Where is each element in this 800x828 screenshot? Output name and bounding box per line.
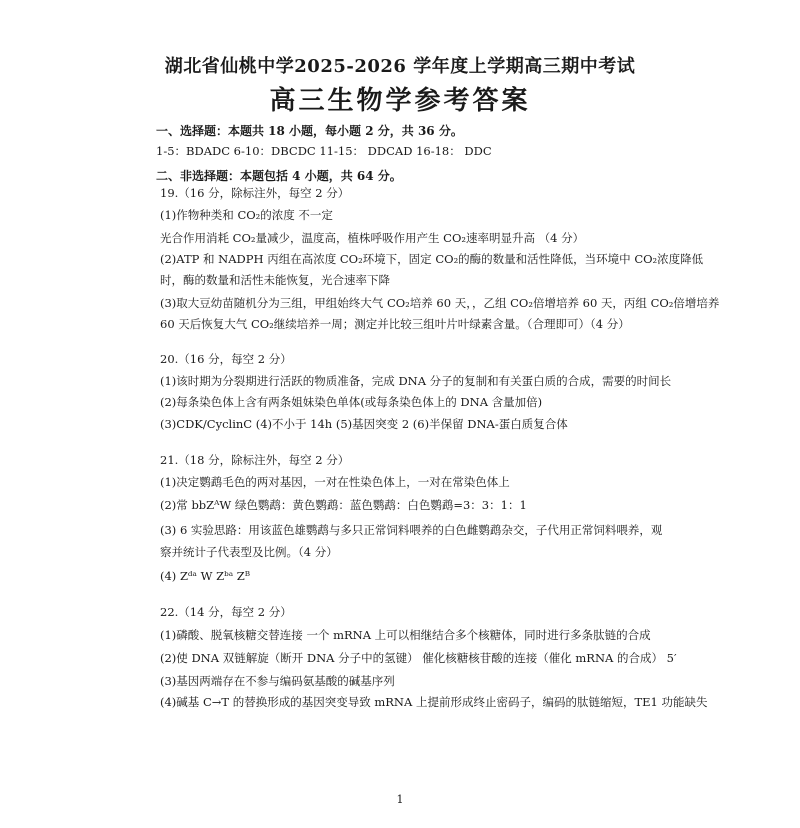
q22-answer-line: (2)使 DNA 双链解旋（断开 DNA 分子中的氢键） 催化核糖核苷酸的连接（催化 mRNA 的合成） 5′: [160, 651, 677, 665]
section-heading-choice: 一、选择题：本题共 18 小题，每小题 2 分，共 36 分。: [156, 124, 463, 138]
page-number: 1: [396, 793, 404, 806]
exam-title: 湖北省仙桃中学2025-2026 学年度上学期高三期中考试: [164, 56, 636, 77]
q21-answer-line: (1)决定鹦鹉毛色的两对基因，一对在性染色体上，一对在常染色体上: [160, 475, 510, 489]
q22-heading: 22.（14 分，每空 2 分）: [160, 605, 292, 619]
q20-answer-line: (2)每条染色体上含有两条姐妹染色单体(或每条染色体上的 DNA 含量加倍): [160, 395, 543, 409]
q22-answer-line: (4)碱基 C→T 的替换形成的基因突变导致 mRNA 上提前形成终止密码子，编码的肽链缩短，TE1 功能缺失: [160, 695, 708, 709]
q22-answer-line: (3)基因两端存在不参与编码氨基酸的碱基序列: [160, 674, 395, 688]
q20-answer-line: (3)CDK/CyclinC (4)不小于 14h (5)基因突变 2 (6)半保留 DNA-蛋白质复合体: [160, 417, 568, 431]
q19-heading: 19.（16 分，除标注外，每空 2 分）: [160, 186, 350, 200]
q19-answer-line: 时，酶的数量和活性未能恢复，光合速率下降: [160, 273, 390, 287]
q20-answer-line: (1)该时期为分裂期进行活跃的物质准备，完成 DNA 分子的复制和有关蛋白质的合成，需要的时间长: [160, 374, 672, 388]
q21-answer-line: (2)常 bbZᴬW 绿色鹦鹉：黄色鹦鹉：蓝色鹦鹉：白色鹦鹉=3：3：1：1: [160, 498, 527, 512]
choice-answers: 1-5：BDADC 6-10：DBCDC 11-15： DDCAD 16-18： DDC: [156, 144, 492, 158]
answer-key-title: 高三生物学参考答案: [269, 86, 531, 116]
q19-answer-line: 光合作用消耗 CO₂量减少，温度高，植株呼吸作用产生 CO₂速率明显升高 （4 分）: [160, 231, 585, 245]
q21-answer-line: (4) Zᵈᵃ W Zᵇᵃ Zᴮ: [160, 569, 251, 583]
q19-answer-line: (2)ATP 和 NADPH 丙组在高浓度 CO₂环境下，固定 CO₂的酶的数量和活性降低，当环境中 CO₂浓度降低: [160, 252, 704, 266]
q19-answer-line: 60 天后恢复大气 CO₂继续培养一周；测定并比较三组叶片叶绿素含量。（合理即可）（4 分）: [160, 317, 630, 331]
section-heading-nonchoice: 二、非选择题：本题包括 4 小题，共 64 分。: [156, 169, 402, 183]
q20-heading: 20.（16 分，每空 2 分）: [160, 352, 292, 366]
q22-answer-line: (1)磷酸、脱氧核糖交替连接 一个 mRNA 上可以相继结合多个核糖体，同时进行多条肽链的合成: [160, 628, 651, 642]
q21-heading: 21.（18 分，除标注外，每空 2 分）: [160, 453, 350, 467]
q19-answer-line: (3)取大豆幼苗随机分为三组，甲组始终大气 CO₂培养 60 天，，乙组 CO₂倍增培养 60 天，丙组 CO₂倍增培养: [160, 296, 720, 310]
q19-answer-line: (1)作物种类和 CO₂的浓度 不一定: [160, 208, 333, 222]
q21-answer-line: 察并统计子代表型及比例。（4 分）: [160, 545, 338, 559]
q21-answer-line: (3) 6 实验思路：用该蓝色雄鹦鹉与多只正常饲料喂养的白色雌鹦鹉杂交，子代用正常饲料喂养，观: [160, 523, 663, 537]
